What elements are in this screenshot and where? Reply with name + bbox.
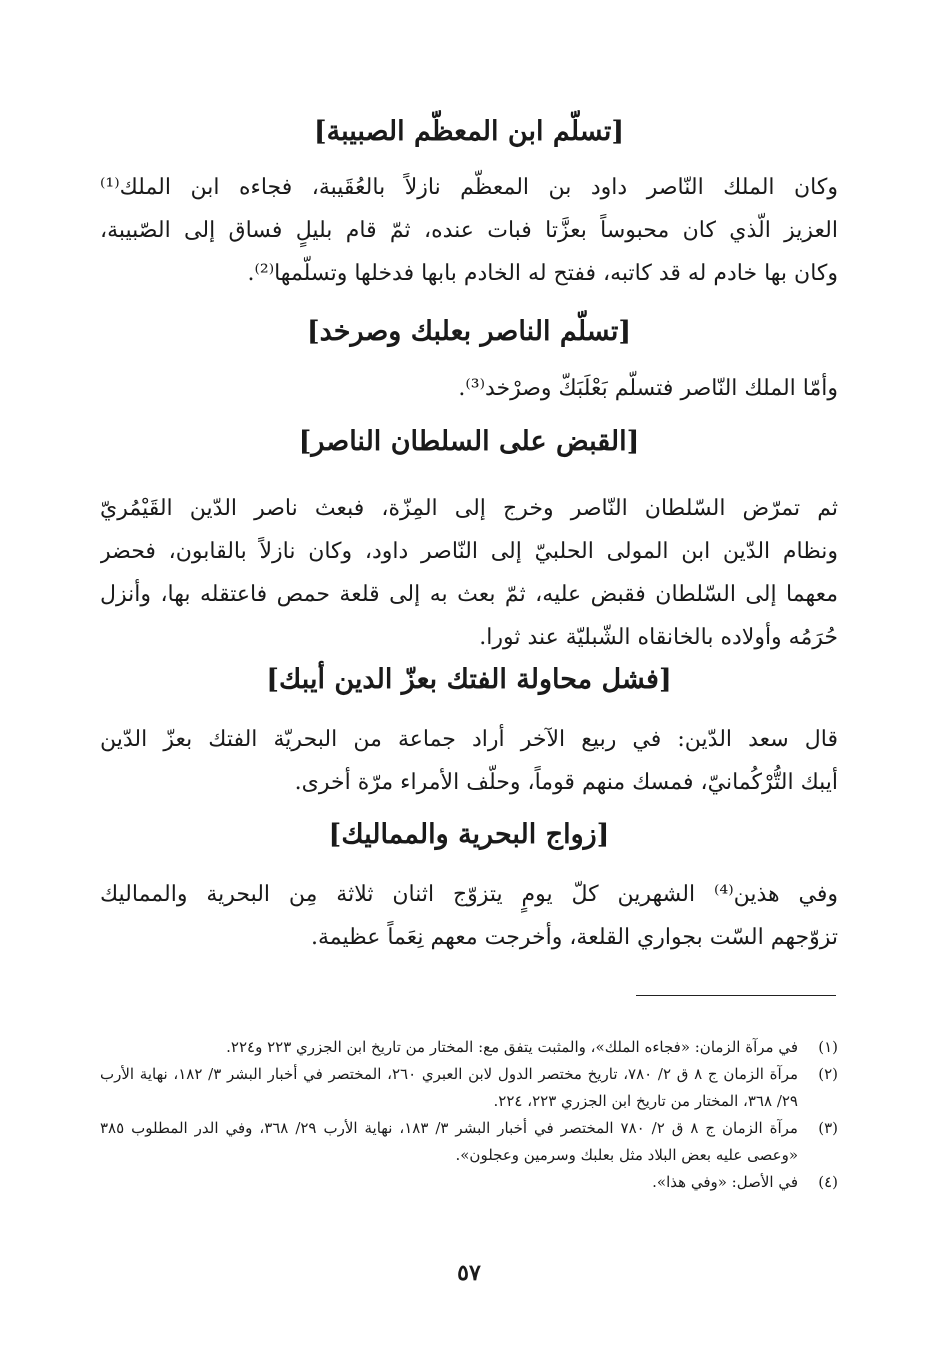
section-heading: [فشل محاولة الفتك بعزّ الدين أيبك] (266, 664, 672, 695)
paragraph-line: أيبك التُّرْكُمانيّ، فمسك منهم قوماً، وحلّف الأمراء مرّة أخرى. (294, 770, 838, 795)
section-heading: [تسلّم الناصر بعلبك وصرخد] (306, 316, 632, 347)
paragraph-line: ونظام الدّين ابن المولى الحلبيّ إلى النّاصر داود، وكان نازلاً بالقابون، فحضر (100, 539, 838, 564)
section-heading: [تسلّم ابن المعظّم الصبيبة] (313, 116, 625, 147)
footnote-number: (١) (818, 1038, 838, 1056)
paragraph-line: وكان الملك النّاصر داود بن المعظّم نازلاً بالعُقَيبة، فجاءه ابن الملك⁽¹⁾ (100, 175, 838, 200)
section-heading: [زواج البحرية والمماليك] (328, 819, 610, 850)
footnotes (100, 1034, 838, 1196)
paragraph-line: تزوّجهم السّت بجواري القلعة، وأخرجت معهم نِعَماً عظيمة. (311, 925, 838, 950)
paragraph-line: معهما إلى السّلطان فقبض عليه، ثمّ بعث به إلى قلعة حمص فاعتقله بها، وأنزل (100, 582, 838, 607)
paragraph-line: العزيز الّذي كان محبوساً بعزَّتا فبات عنده، ثمّ قام بليلٍ فساق إلى الصّبيبة، (100, 218, 838, 243)
footnote-number: (٣) (818, 1119, 838, 1137)
paragraph-line: وفي هذين⁽⁴⁾ الشهرين كلّ يومٍ يتزوّج اثنان ثلاثة مِن البحرية والمماليك (100, 882, 838, 907)
paragraph-line: حُرَمُه وأولاده بالخانقاه الشّبليّة عند ثورا. (479, 625, 838, 650)
footnote-text: مرآة الزمان ج ٨ ق ٢/ ٧٨٠ المختصر في أخبار البشر ٣/ ١٨٣، نهاية الأرب ٢٩/ ٣٦٨، وفي الدر المطلوب ٣٨٥ «وعصى عليه بعض البلاد مثل بعلبك وسرمين وعجلون». (100, 1119, 798, 1164)
paragraph (100, 718, 838, 804)
footnote-text: في الأصل: «وفي هذا». (652, 1173, 798, 1191)
footnote-number: (٤) (818, 1173, 838, 1191)
footnote-text: مرآة الزمان ج ٨ ق ٢/ ٧٨٠، تاريخ مختصر الدول لابن العبري ٢٦٠، المختصر في أخبار البشر ٣/ ١٨٢، نهاية الأرب ٢٩/ ٣٦٨، المختار من تاريخ ابن الجزري ٢٢٣، ٢٢٤. (100, 1065, 799, 1110)
paragraph-line: وكان بها خادم له قد كاتبه، ففتح له الخادم بابها فدخلها وتسلّمها⁽²⁾. (247, 261, 838, 286)
paragraph-line: وأمّا الملك النّاصر فتسلّم بَعْلَبَكّ وصرْخد⁽³⁾. (458, 376, 838, 401)
footnote (100, 1169, 838, 1196)
footnote (100, 1034, 838, 1061)
paragraph (100, 166, 838, 295)
footnote (100, 1061, 838, 1115)
footnote-number: (٢) (818, 1065, 838, 1083)
paragraph (100, 873, 838, 959)
section-heading: [القبض على السلطان الناصر] (298, 426, 640, 457)
paragraph (100, 367, 838, 410)
footnote-separator (636, 995, 836, 996)
paragraph (100, 487, 838, 659)
footnote-text: في مرآة الزمان: «فجاءه الملك»، والمثبت يتفق مع: المختار من تاريخ ابن الجزري ٢٢٣ و٢٢٤. (226, 1038, 798, 1056)
footnote (100, 1115, 838, 1169)
paragraph-line: قال سعد الدّين: في ربيع الآخر أراد جماعة من البحريّة الفتك بعزّ الدّين (100, 727, 838, 752)
paragraph-line: ثم تمرّض السّلطان النّاصر وخرج إلى المِزّة، فبعث ناصر الدّين القَيْمُريّ (100, 496, 838, 521)
page-number: ٥٧ (457, 1260, 481, 1286)
